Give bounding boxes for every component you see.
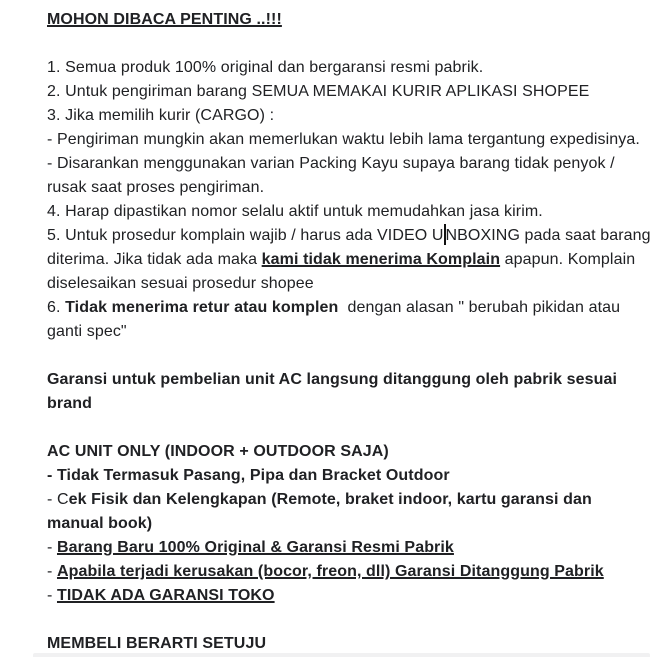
text-line bbox=[47, 608, 647, 632]
text-run: MOHON DIBACA PENTING ..!!! bbox=[47, 11, 282, 28]
text-line bbox=[47, 248, 647, 272]
text-run: - Pengiriman mungkin akan memerlukan waktu lebih lama tergantung expedisinya. bbox=[47, 131, 640, 148]
text-line bbox=[47, 344, 647, 368]
text-line bbox=[47, 464, 647, 488]
text-line bbox=[47, 128, 647, 152]
text-run: Garansi untuk pembelian unit AC langsung ditanggung oleh pabrik sesuai bbox=[47, 371, 618, 389]
text-run: dengan alasan " berubah pikidan atau bbox=[338, 299, 621, 317]
text-line bbox=[47, 320, 647, 344]
text-run: NBOXING pada saat barang bbox=[445, 227, 651, 245]
text-run: apapun. Komplain bbox=[500, 251, 636, 269]
text-run: Tidak menerima retur atau komplen bbox=[65, 299, 339, 317]
text-run: brand bbox=[47, 395, 92, 413]
text-run: ganti spec" bbox=[47, 323, 127, 341]
text-line bbox=[47, 200, 647, 224]
text-run: Apabila terjadi kerusakan (bocor, freon, dll) Garansi Ditanggung Pabrik bbox=[56, 563, 604, 581]
text-run: 6. bbox=[47, 299, 66, 317]
text-line bbox=[47, 32, 647, 56]
text-run: Barang Baru 100% Original & Garansi Resmi Pabrik bbox=[56, 539, 454, 557]
text-line bbox=[47, 512, 647, 536]
text-line bbox=[47, 296, 647, 320]
text-run: - Tidak Termasuk Pasang, Pipa dan Bracket Outdoor bbox=[47, 467, 450, 485]
text-line bbox=[47, 560, 647, 584]
text-run: TIDAK ADA GARANSI TOKO bbox=[56, 587, 275, 605]
text-line bbox=[47, 416, 647, 440]
text-run: 5. Untuk prosedur komplain wajib / harus ada VIDEO U bbox=[47, 227, 444, 245]
text-line bbox=[47, 488, 647, 512]
text-run: MEMBELI BERARTI SETUJU bbox=[47, 635, 267, 653]
text-line bbox=[47, 80, 647, 104]
text-run: diselesaikan sesuai prosedur shopee bbox=[47, 275, 314, 293]
text-run: - bbox=[47, 587, 57, 605]
text-line bbox=[47, 368, 647, 392]
text-run: - bbox=[47, 563, 57, 581]
text-line bbox=[47, 152, 647, 176]
text-run: 3. Jika memilih kurir (CARGO) : bbox=[47, 107, 275, 124]
text-run: 4. Harap dipastikan nomor selalu aktif untuk memudahkan jasa kirim. bbox=[47, 203, 543, 220]
text-run: AC UNIT ONLY (INDOOR + OUTDOOR SAJA) bbox=[47, 443, 389, 461]
text-line bbox=[47, 272, 647, 296]
next-section-divider bbox=[33, 653, 650, 657]
text-run: 2. Untuk pengiriman barang SEMUA MEMAKAI KURIR APLIKASI SHOPEE bbox=[47, 83, 590, 100]
text-line bbox=[47, 56, 647, 80]
description-text-area[interactable] bbox=[47, 8, 651, 656]
text-line bbox=[47, 536, 647, 560]
text-line bbox=[47, 224, 651, 248]
text-run: - bbox=[47, 539, 57, 557]
document-title-line bbox=[47, 8, 647, 32]
text-run: kami tidak menerima Komplain bbox=[261, 251, 501, 269]
text-run: rusak saat proses pengiriman. bbox=[47, 179, 265, 196]
text-line bbox=[47, 392, 647, 416]
text-run: 1. Semua produk 100% original dan bergaransi resmi pabrik. bbox=[47, 59, 484, 76]
text-run: - C bbox=[47, 491, 69, 509]
text-line bbox=[47, 104, 647, 128]
text-run: - Disarankan menggunakan varian Packing Kayu supaya barang tidak penyok / bbox=[47, 155, 615, 172]
text-run: manual book) bbox=[47, 515, 153, 533]
text-line bbox=[47, 584, 647, 608]
text-run: diterima. Jika tidak ada maka bbox=[47, 251, 262, 269]
text-line bbox=[47, 440, 647, 464]
text-line bbox=[47, 176, 647, 200]
text-run: ek Fisik dan Kelengkapan (Remote, braket indoor, kartu garansi dan bbox=[68, 491, 592, 509]
